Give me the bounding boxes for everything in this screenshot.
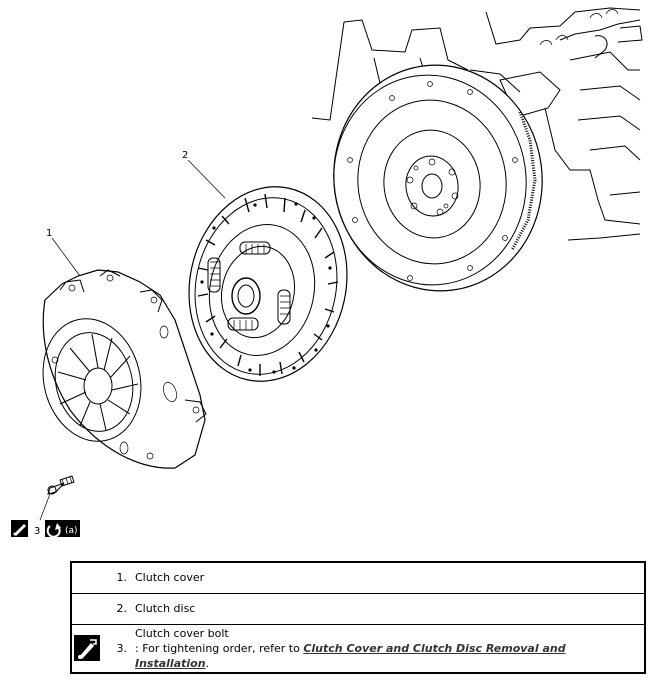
parts-table [70,561,646,674]
part-name: Clutch disc [133,593,645,624]
table-row [71,593,645,624]
part-note [135,641,643,671]
note-suffix: . [205,656,210,670]
table-row [71,562,645,593]
procedure-link[interactable]: Clutch Cover and Clutch Disc Removal and Installation [135,641,566,670]
wrench-tightening-icon [11,520,28,537]
wrench-tightening-icon [74,635,100,661]
part-name: Clutch cover [133,562,645,593]
torque-arrow-icon [45,520,80,537]
part-name: Clutch cover bolt [135,626,229,640]
clutch-cover-bolt [48,476,74,494]
callout-3: 3 [34,526,41,537]
note-prefix: : For tightening order, refer to [135,641,304,655]
flywheel [319,52,556,305]
table-row [71,624,645,673]
callout-1: 1 [46,228,53,239]
part-number: 1. [102,562,133,593]
callout-2: 2 [182,150,189,161]
part-number: 3. [102,624,133,673]
clutch-disc [171,172,364,396]
torque-label: (a) [65,526,78,536]
clutch-cover [30,270,206,468]
part-number: 2. [102,593,133,624]
